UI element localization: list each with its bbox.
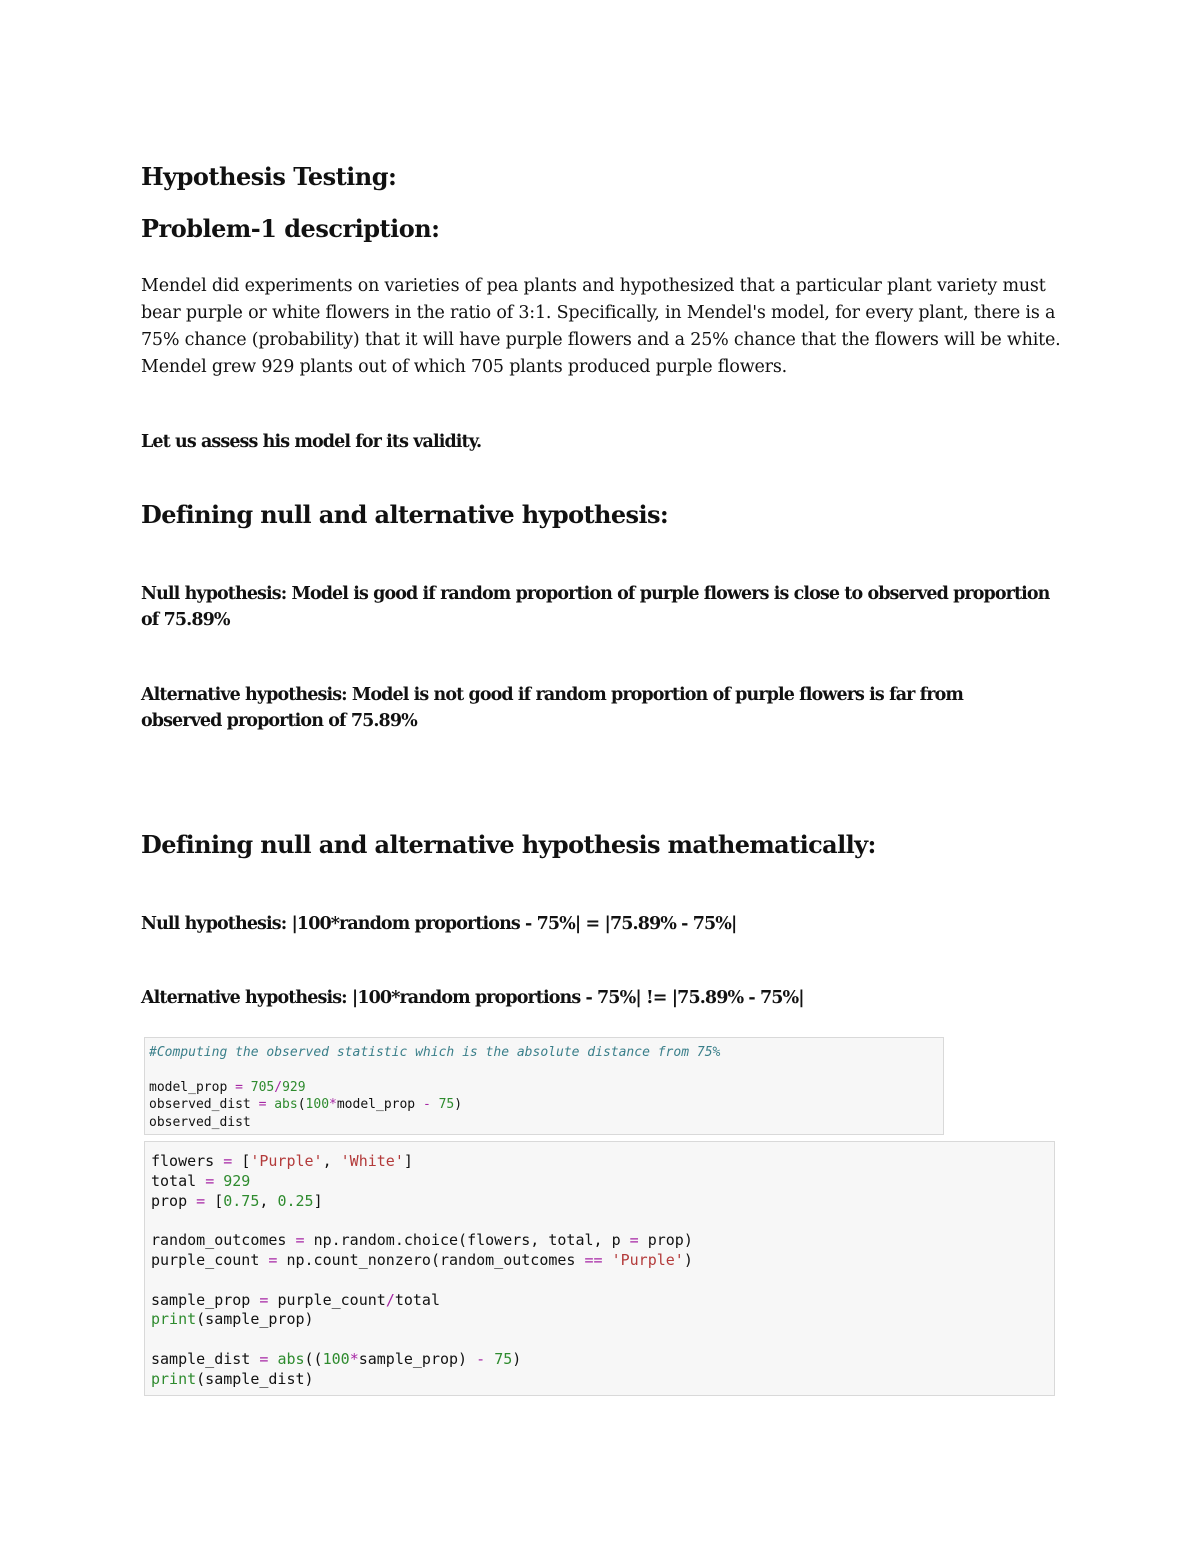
code-line: prop = [0.75, 0.25]: [151, 1191, 323, 1210]
code-line: flowers = ['Purple', 'White']: [151, 1152, 413, 1170]
code-line: print(sample_prop): [151, 1310, 314, 1329]
code-line: observed_dist = abs(100*model_prop - 75): [149, 1097, 463, 1113]
math-heading: Defining null and alternative hypothesis mathematically:: [141, 830, 876, 859]
code-line: random_outcomes = np.random.choice(flowers, total, p = prop): [151, 1231, 693, 1250]
code-line: print(sample_dist): [151, 1369, 314, 1388]
code-comment: #Computing the observed statistic which is the absolute distance from 75%: [149, 1045, 721, 1060]
hypothesis-heading: Defining null and alternative hypothesis:: [141, 500, 669, 529]
code-line: model_prop = 705/929: [149, 1079, 306, 1095]
alternative-hypothesis: Alternative hypothesis: Model is not good if random proportion of purple flowers is far from observed proportion of 75.89%: [141, 685, 963, 731]
code-line: purple_count = np.count_nonzero(random_outcomes == 'Purple'): [151, 1250, 693, 1269]
problem-description: Mendel did experiments on varieties of pea plants and hypothesized that a particular plant variety must bear purple or white flowers in the ratio of 3:1. Specifically, in Mendel's model, for every plant, there is a 75% chance (probability) that it will have purple flowers and a 25% chance that the flowers will be white. Mendel grew 929 plants out of which 705 plants produced purple flowers.: [141, 276, 1061, 377]
null-hypothesis: Null hypothesis: Model is good if random proportion of purple flowers is close to observed proportion of 75.89%: [141, 584, 1050, 630]
code-line: total = 929: [151, 1171, 251, 1190]
null-hypothesis-math: Null hypothesis: |100*random proportions - 75%| = |75.89% - 75%|: [141, 914, 737, 934]
problem-heading: Problem-1 description:: [141, 214, 440, 243]
alternative-hypothesis-math: Alternative hypothesis: |100*random proportions - 75%| != |75.89% - 75%|: [141, 988, 804, 1008]
code-line: observed_dist: [149, 1114, 251, 1130]
code-cell-observed-statistic[interactable]: [144, 1037, 944, 1135]
code-cell-simulation[interactable]: [144, 1141, 1055, 1396]
page-title: Hypothesis Testing:: [141, 162, 397, 191]
assess-line: Let us assess his model for its validity.: [141, 432, 482, 452]
code-line: sample_prop = purple_count/total: [151, 1290, 440, 1309]
code-line: sample_dist = abs((100*sample_prop) - 75): [151, 1349, 522, 1368]
